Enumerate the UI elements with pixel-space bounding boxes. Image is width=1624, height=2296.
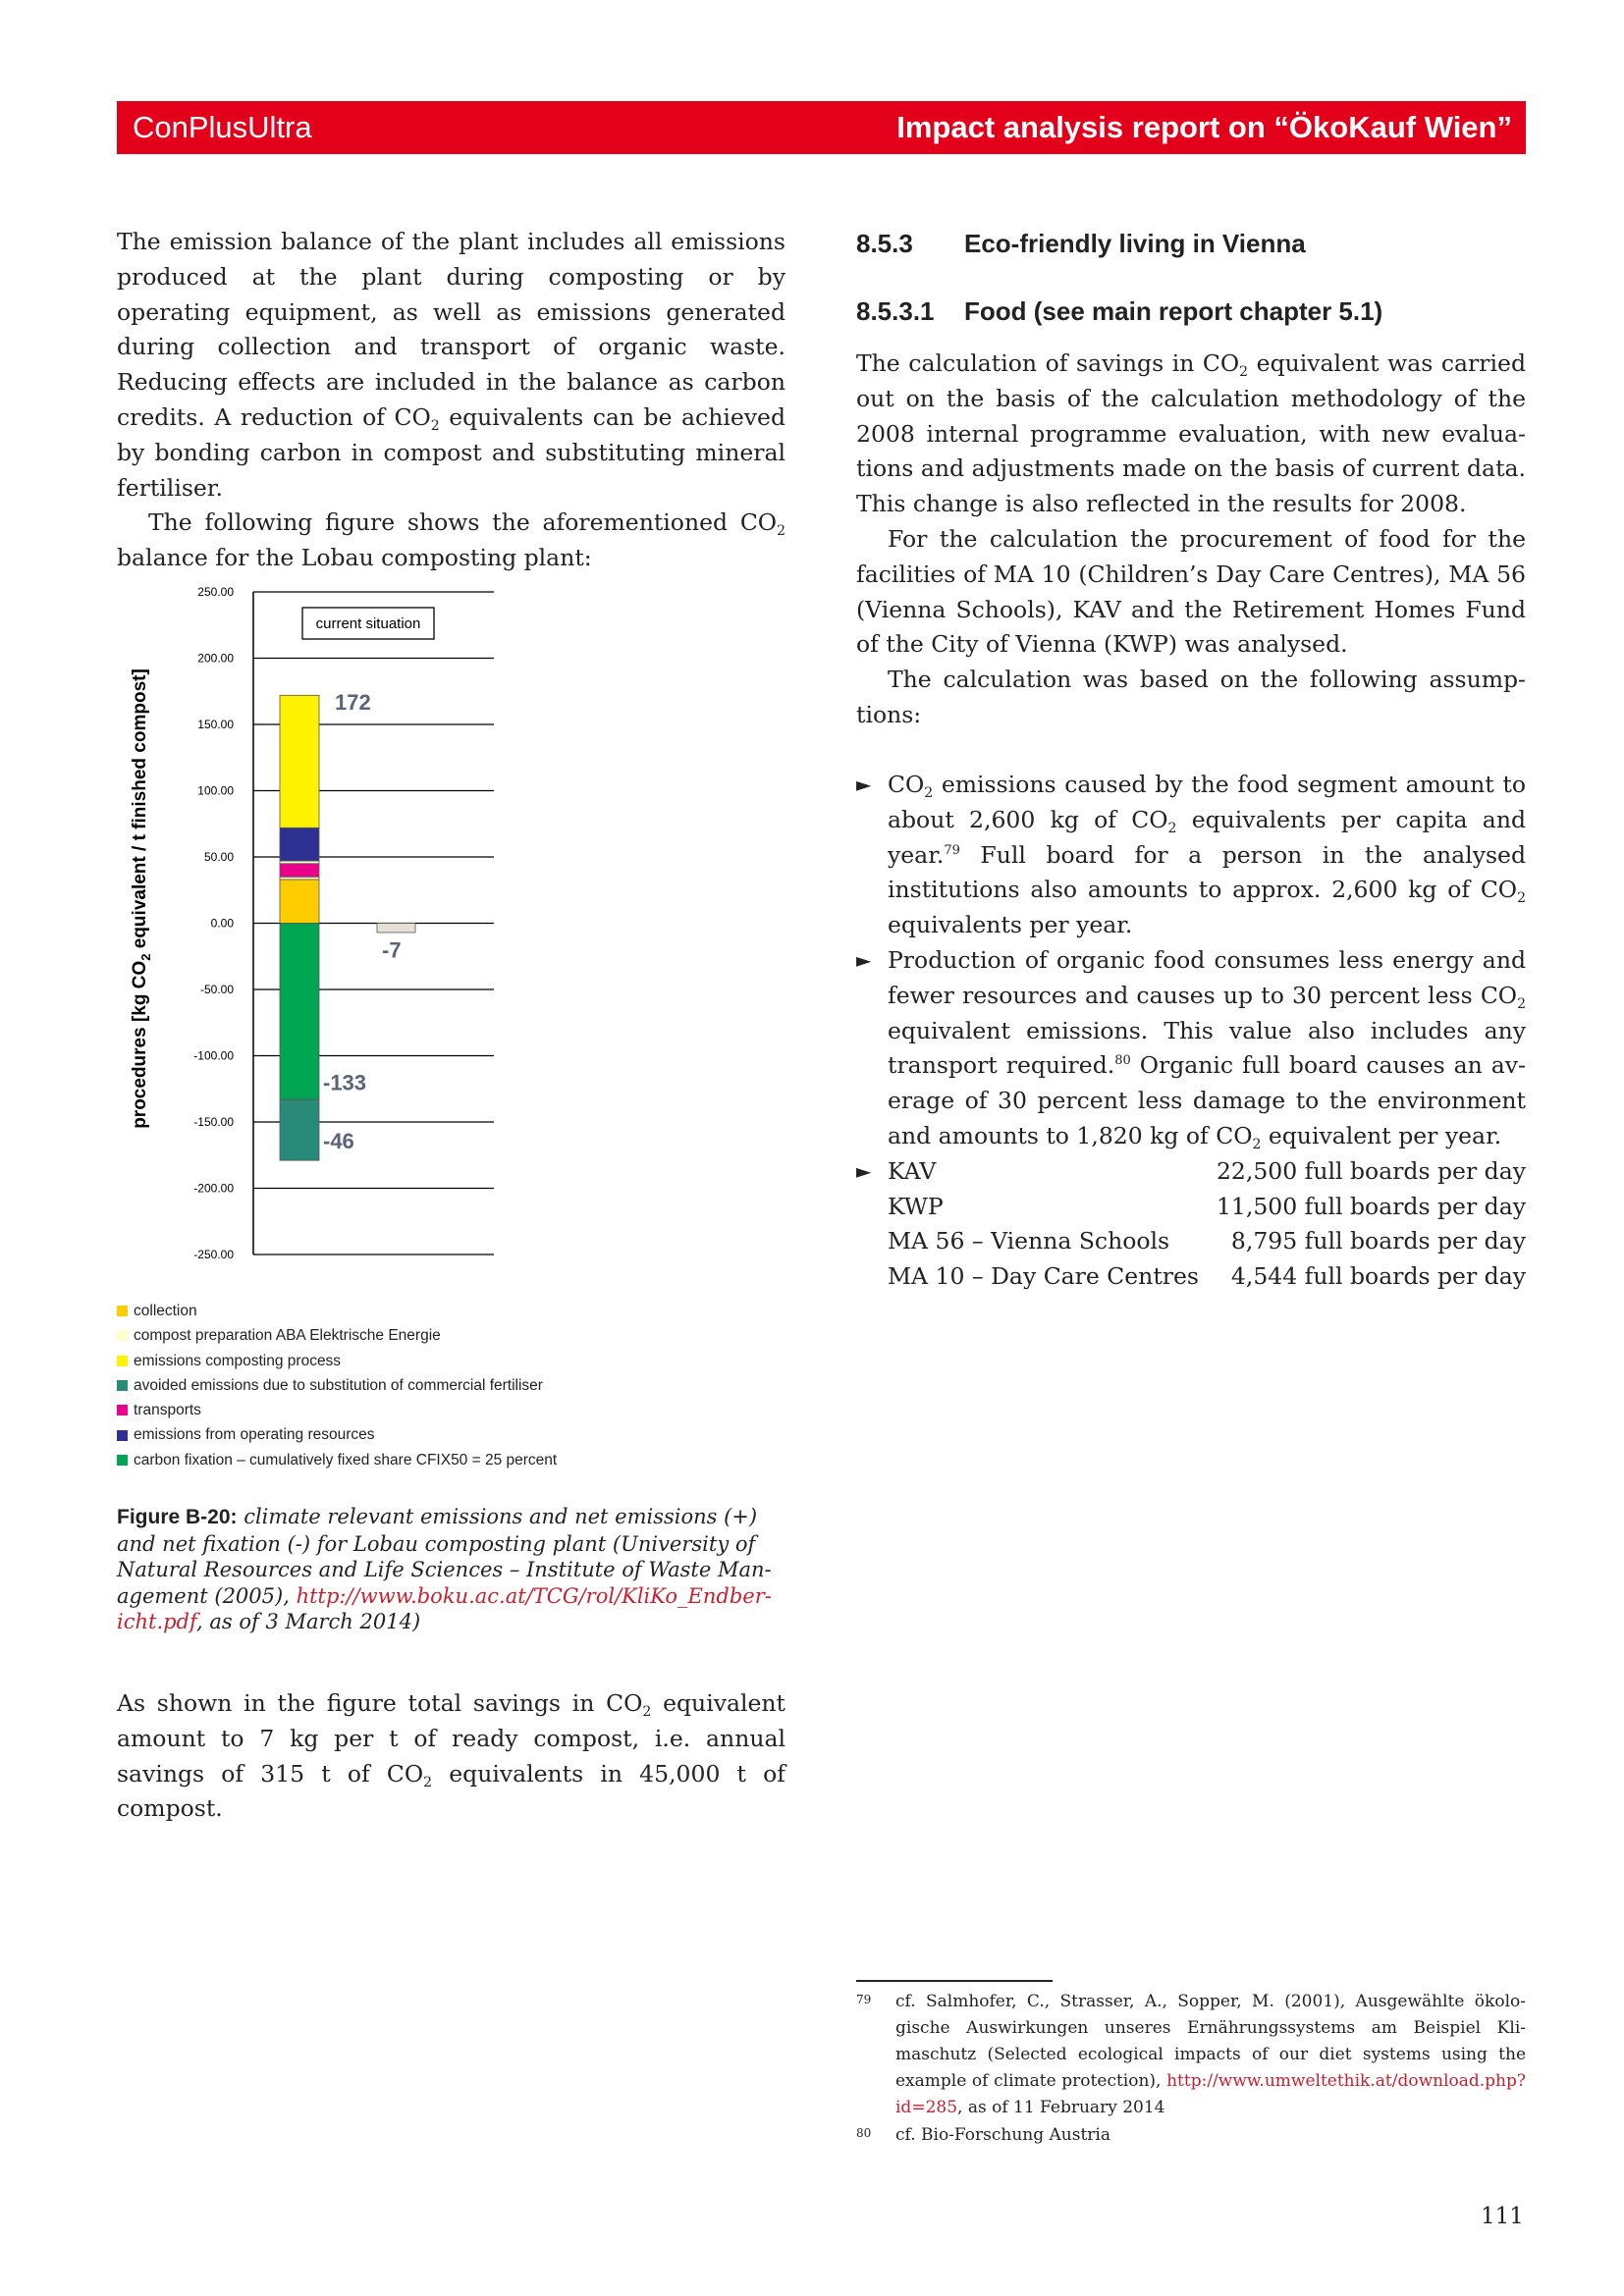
chart-legend <box>117 1299 557 1472</box>
bar-segment <box>280 877 319 880</box>
heading-8-5-3: 8.5.3 Eco-friendly living in Vienna <box>856 229 1306 258</box>
bar-segment <box>280 880 319 924</box>
legend-item <box>117 1422 557 1447</box>
assumptions-list <box>856 768 1526 1295</box>
legend-label: emissions composting process <box>134 1352 342 1369</box>
legend-label: emissions from operating resources <box>134 1426 375 1444</box>
legend-swatch <box>117 1356 128 1366</box>
legend-item <box>117 1299 557 1323</box>
legend-swatch <box>117 1455 128 1466</box>
y-tick-label: -100.00 <box>193 1048 234 1063</box>
y-tick-label: -250.00 <box>193 1248 234 1261</box>
figure-caption: Figure B-20: climate relevant emissions and net emissions (+) and net fixation (-) for Lobau composting plant (University of Natural Resources and Life Sciences – Institute of Waste Management (2005), http://www.boku.ac.at/TCG/rol/KliKo_Endbericht.pdf, as of 3 March 2014) <box>117 1505 772 1633</box>
emissions-chart <box>117 569 529 1276</box>
y-tick-label: 200.00 <box>197 651 234 666</box>
paragraph-calculation: The calculation of savings in $CO_2$ equivalent was carried out on the basis of the calculation methodology of the 2008 internal programme evaluation, with new evaluations and adjustments made on the basis of current data. This change is also reflected in the results for 2008. <box>856 349 1526 518</box>
legend-item <box>117 1373 557 1398</box>
board-row: MA 10 – Day Care Centres 4,544 full boards per day <box>888 1262 1526 1291</box>
data-label: 172 <box>335 690 371 716</box>
header-bar <box>117 101 1526 154</box>
y-tick-label: 150.00 <box>197 718 234 731</box>
bar-segment <box>377 924 415 933</box>
bar-segment <box>280 1099 319 1160</box>
report-title: Impact analysis report on “ÖkoKauf Wien” <box>896 110 1512 144</box>
paragraph-total-savings: As shown in the figure total savings in $CO_2$ equivalent amount to 7 kg per t of ready compost, i.e. annual savings of 315 t of $CO_2$ equivalents in 45,000 t of compost. <box>117 1689 786 1823</box>
legend-swatch <box>117 1430 128 1441</box>
annotation-text: current situation <box>315 615 421 632</box>
legend-swatch <box>117 1380 128 1391</box>
footnote-80: 80 cf. Bio-Forschung Austria <box>856 2125 1111 2145</box>
y-tick-label: -150.00 <box>193 1115 234 1129</box>
board-row: MA 56 – Vienna Schools 8,795 full boards per day <box>888 1227 1526 1255</box>
bar-segment <box>280 924 319 1100</box>
list-item <box>856 1154 1526 1295</box>
data-label: -133 <box>323 1070 367 1095</box>
y-tick-label: -50.00 <box>199 983 234 996</box>
paragraph-emission-balance: The emission balance of the plant includes all emissions produced at the plant during composting or by operating equipment, as well as emissions generated during collection and transport of organic waste. Reducing effects are included in the balance as carbon credits. A reduction of $CO_2$ equivalents can be achieved by bonding carbon in compost and substituting mineral fertiliser. <box>117 228 785 502</box>
bullet-arrow-icon: ► <box>856 773 872 796</box>
legend-item <box>117 1398 557 1422</box>
legend-label: avoided emissions due to substitution of commercial fertiliser <box>134 1376 543 1394</box>
list-item: ► $CO_2$ emissions caused by the food segment amount to about 2,600 kg of $CO_2$ equivalents per capita and year.$^{79}$ Full board for a person in the analysed institutions also amounts to approx. 2,600 kg of $CO_2$ equivalents per year. <box>856 768 1526 943</box>
legend-item <box>117 1448 557 1472</box>
left-column-bottom <box>117 1686 785 1827</box>
bar-segment <box>280 864 319 878</box>
bar-segment <box>280 861 319 864</box>
footnote-79: 79 cf. Salmhofer, C., Strasser, A., Sopper, M. (2001), Ausgewählte ökologische Auswirkungen unseres Ernährungssystems am Beispiel Klimaschutz (Selected ecological impacts of our diet systems using the example of climate protection), http://www.umweltethik.at/download.php?id=285, as of 11 February 2014 <box>856 1992 1526 2117</box>
caption-link[interactable]: http://www.boku.ac.at/TCG/rol/KliKo_Endbericht.pdf <box>117 1583 772 1633</box>
bullet-arrow-icon: ► <box>856 947 872 972</box>
legend-swatch <box>117 1306 128 1316</box>
bar-segment <box>280 695 319 828</box>
data-label: -7 <box>382 937 402 963</box>
legend-swatch <box>117 1330 128 1341</box>
right-column-text <box>856 347 1526 733</box>
paragraph-assumptions: The calculation was based on the following assumptions: <box>856 666 1526 728</box>
legend-label: carbon fixation – cumulatively fixed share CFIX50 = 25 percent <box>134 1451 558 1468</box>
footnote-link[interactable]: http://www.umweltethik.at/download.php?id=285 <box>895 2071 1526 2117</box>
heading-8-5-3-1: 8.5.3.1 Food (see main report chapter 5.1) <box>856 296 1383 326</box>
legend-label: compost preparation ABA Elektrische Energie <box>134 1327 441 1345</box>
figure-label: Figure B-20: <box>117 1506 238 1528</box>
bar-segment <box>280 828 319 861</box>
y-tick-label: -200.00 <box>193 1181 234 1196</box>
left-column-top <box>117 225 785 576</box>
y-tick-label: 100.00 <box>197 783 234 798</box>
y-tick-label: 0.00 <box>210 916 234 931</box>
list-item: ► Production of organic food consumes less energy and fewer resources and causes up to 30 percent less $CO_2$ equivalent emissions. This value also includes any transport required.$^{80}$ Organic full board causes an average of 30 percent less damage to the environment and amounts to 1,820 kg of $CO_2$ equivalent per year. <box>856 943 1526 1154</box>
legend-swatch <box>117 1405 128 1415</box>
legend-item <box>117 1349 557 1373</box>
legend-label: collection <box>134 1303 197 1319</box>
legend-item <box>117 1323 557 1348</box>
footnote-divider <box>856 1980 1053 1982</box>
y-tick-label: 50.00 <box>203 850 234 864</box>
data-label: -46 <box>323 1128 354 1153</box>
board-row: KWP 11,500 full boards per day <box>888 1192 1526 1220</box>
y-axis-label: procedures [kg $CO_2$ equivalent / t finished compost] <box>130 668 153 1129</box>
paragraph-figure-intro: The following figure shows the aforementioned $CO_2$ balance for the Lobau composting plant: <box>117 508 785 572</box>
y-tick-label: 250.00 <box>197 585 234 599</box>
page-number: 111 <box>1481 2204 1524 2229</box>
board-row: KAV 22,500 full boards per day <box>888 1156 1526 1185</box>
bullet-arrow-icon: ► <box>856 1158 872 1183</box>
brand-name: ConPlusUltra <box>133 110 312 144</box>
paragraph-procurement: For the calculation the procurement of food for the facilities of MA 10 (Children’s Day Care Centres), MA 56 (Vienna Schools), KAV and the Retirement Homes Fund of the City of Vienna (KWP) was analysed. <box>856 524 1526 659</box>
legend-label: transports <box>134 1402 201 1419</box>
